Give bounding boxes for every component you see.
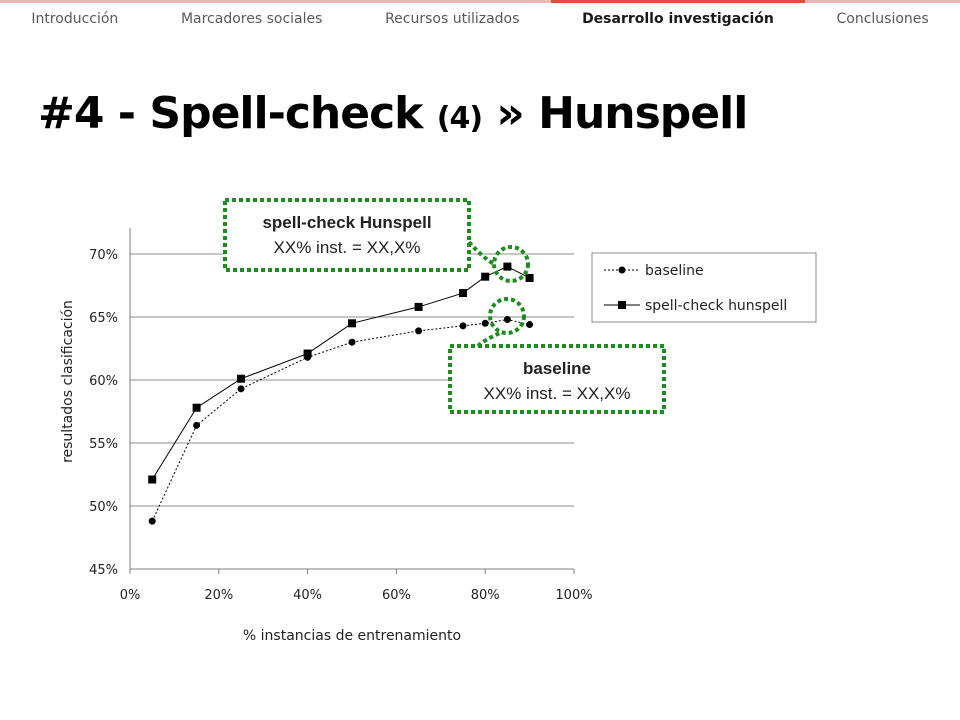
y-tick-label: 60% [89, 374, 118, 389]
data-point-baseline [482, 320, 489, 327]
x-tick-label: 0% [119, 588, 141, 603]
data-point-spell-check-hunspell [503, 263, 511, 271]
legend-marker [618, 301, 626, 309]
data-point-baseline [415, 327, 422, 334]
x-axis-title: % instancias de entrenamiento [242, 628, 462, 644]
annotation-title: baseline [522, 359, 592, 378]
legend-label: spell-check hunspell [645, 298, 788, 314]
annotation-connector [478, 332, 502, 346]
data-point-spell-check-hunspell [481, 273, 489, 281]
data-point-spell-check-hunspell [304, 350, 312, 358]
nav-item-2[interactable]: Recursos utilizados [354, 0, 551, 37]
data-point-baseline [526, 321, 533, 328]
data-point-baseline [460, 322, 467, 329]
annotation-highlight-circle [490, 299, 524, 333]
x-tick-label: 60% [381, 588, 411, 603]
x-tick-label: 80% [470, 588, 500, 603]
data-point-spell-check-hunspell [415, 303, 423, 311]
nav-item-0[interactable]: Introducción [0, 0, 150, 37]
y-tick-label: 65% [89, 311, 118, 326]
y-tick-label: 55% [89, 437, 118, 452]
data-point-spell-check-hunspell [148, 476, 156, 484]
data-point-spell-check-hunspell [193, 404, 201, 412]
data-point-spell-check-hunspell [237, 375, 245, 383]
nav-item-4[interactable]: Conclusiones [805, 0, 960, 37]
data-point-spell-check-hunspell [459, 289, 467, 297]
slide-title-paren: (4) [436, 101, 483, 136]
slide-title-main: #4 - Spell-check [38, 88, 423, 139]
x-tick-label: 20% [204, 588, 234, 603]
y-axis-title: resultados clasificación [60, 300, 76, 463]
data-point-baseline [193, 422, 200, 429]
nav-item-1[interactable]: Marcadores sociales [150, 0, 354, 37]
nav-item-3[interactable]: Desarrollo investigación [551, 0, 805, 37]
data-point-baseline [238, 385, 245, 392]
annotation-connector [469, 242, 494, 264]
annotation-text: XX% inst. = XX,X% [483, 384, 631, 403]
x-tick-label: 40% [293, 588, 323, 603]
y-tick-label: 70% [89, 248, 118, 263]
data-point-spell-check-hunspell [348, 319, 356, 327]
annotation-box [225, 200, 469, 270]
annotation-title: spell-check Hunspell [262, 213, 432, 232]
x-tick-label: 100% [555, 588, 593, 603]
slide-title-suffix: » Hunspell [496, 88, 748, 139]
annotation-text: XX% inst. = XX,X% [273, 238, 421, 257]
legend-marker [619, 267, 626, 274]
data-point-baseline [504, 316, 511, 323]
y-tick-label: 45% [89, 563, 118, 578]
y-tick-label: 50% [89, 500, 118, 515]
data-point-baseline [349, 339, 356, 346]
data-point-spell-check-hunspell [526, 274, 534, 282]
legend-label: baseline [645, 263, 704, 279]
data-point-baseline [149, 518, 156, 525]
